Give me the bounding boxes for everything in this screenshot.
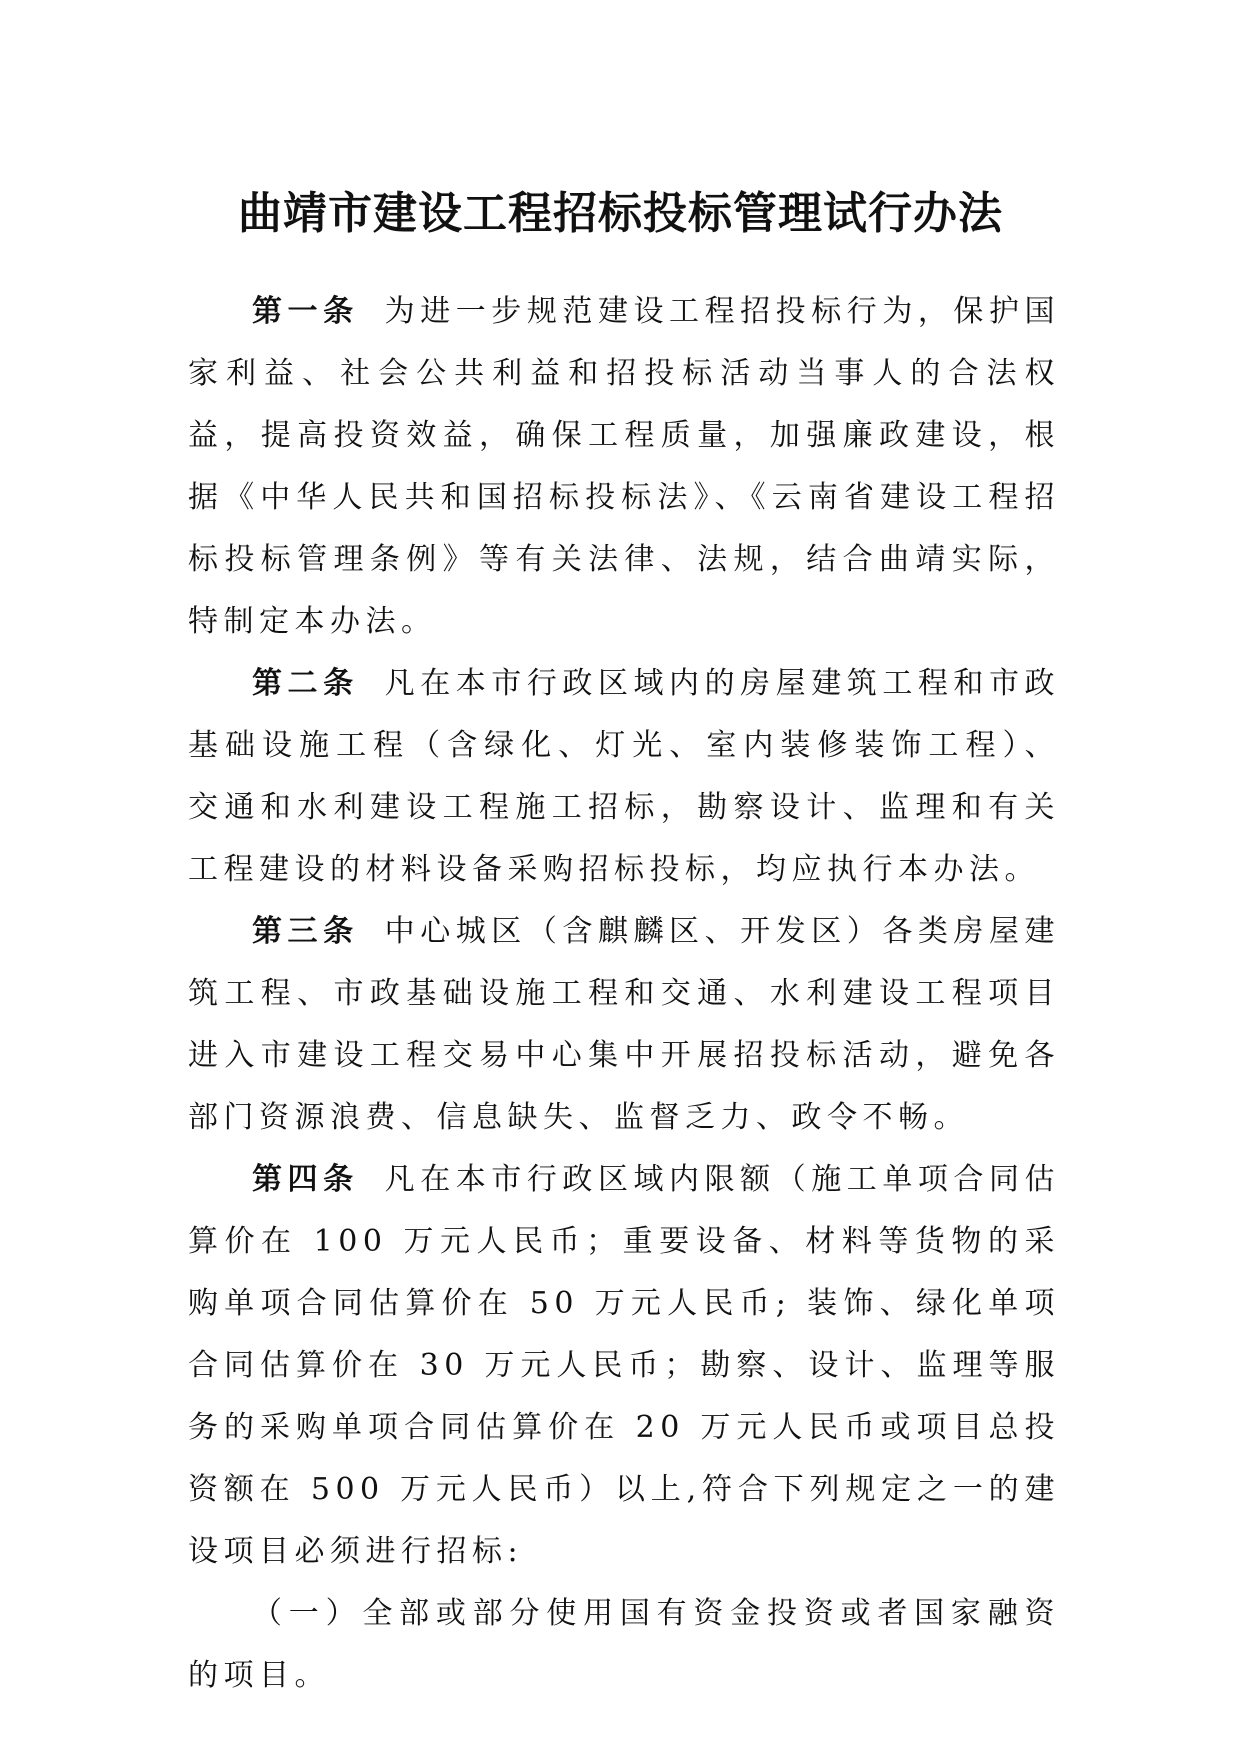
clause-text: （一）全部或部分使用国有资金投资或者国家融资的项目。 bbox=[188, 1596, 1060, 1693]
article-number: 第三条 bbox=[252, 914, 359, 949]
article-number: 第一条 bbox=[252, 294, 359, 329]
article-4 bbox=[188, 1149, 1060, 1583]
article-1 bbox=[188, 281, 1060, 653]
article-3 bbox=[188, 901, 1060, 1149]
article-text: 为进一步规范建设工程招投标行为，保护国家利益、社会公共利益和招投标活动当事人的合法权益，提高投资效益，确保工程质量，加强廉政建设，根据《中华人民共和国招标投标法》、《云南省建设工程招标投标管理条例》等有关法律、法规，结合曲靖实际，特制定本办法。 bbox=[188, 294, 1061, 639]
article-number: 第二条 bbox=[252, 666, 359, 701]
article-text: 中心城区（含麒麟区、开发区）各类房屋建筑工程、市政基础设施工程和交通、水利建设工程项目进入市建设工程交易中心集中开展招投标活动，避免各部门资源浪费、信息缺失、监督乏力、政令不畅。 bbox=[188, 914, 1061, 1135]
article-number: 第四条 bbox=[252, 1162, 359, 1197]
article-text: 凡在本市行政区域内限额（施工单项合同估算价在 100 万元人民币；重要设备、材料等货物的采购单项合同估算价在 50 万元人民币; 装饰、绿化单项合同估算价在 30 万元人民币；勘察、设计、监理等服务的采购单项合同估算价在 20 万元人民币或项目总投资额在 500 万元人民币）以上,符合下列规定之一的建设项目必须进行招标: bbox=[188, 1162, 1061, 1569]
document-title: 曲靖市建设工程招标投标管理试行办法 bbox=[238, 188, 1003, 240]
article-2 bbox=[188, 653, 1060, 901]
clause-1 bbox=[188, 1583, 1060, 1707]
article-text: 凡在本市行政区域内的房屋建筑工程和市政基础设施工程（含绿化、灯光、室内装修装饰工程）、交通和水利建设工程施工招标，勘察设计、监理和有关工程建设的材料设备采购招标投标，均应执行本办法。 bbox=[188, 666, 1061, 887]
document-body bbox=[188, 281, 1060, 1707]
